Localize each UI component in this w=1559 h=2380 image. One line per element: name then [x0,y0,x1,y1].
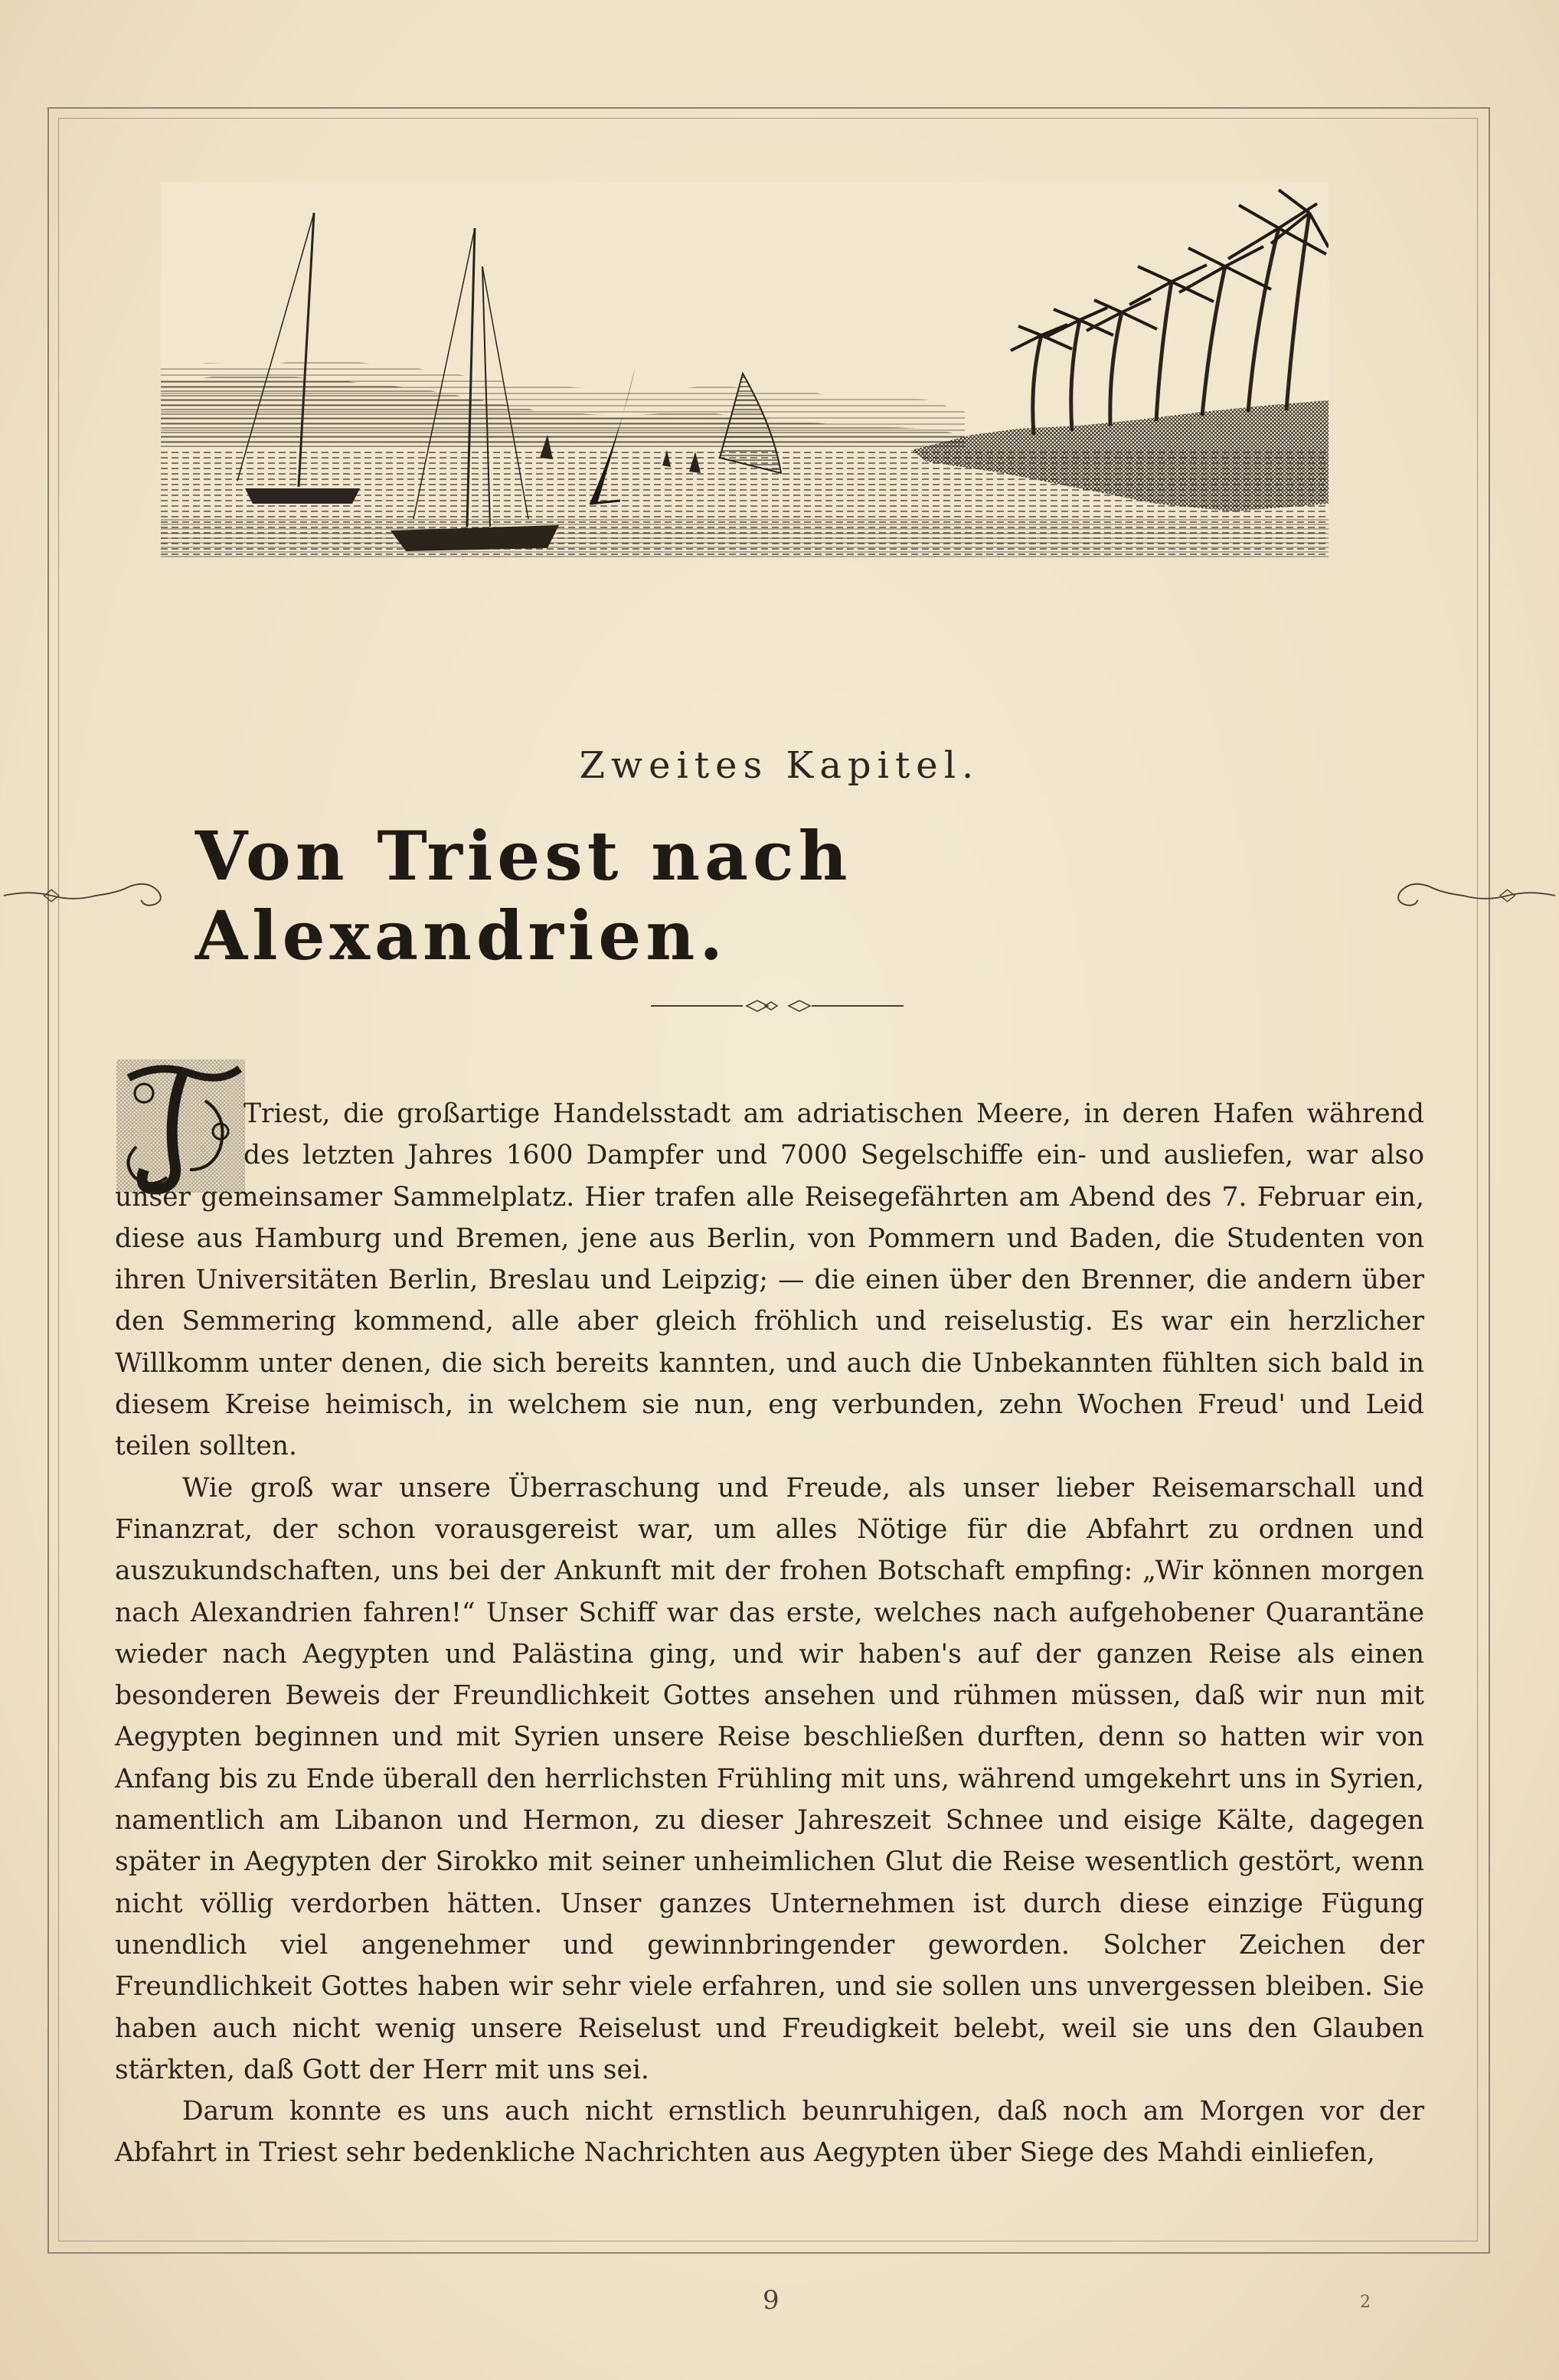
body-text [115,1093,1424,2174]
paragraph-2: Wie groß war unsere Überraschung und Freude, als unser lieber Reisemarschall und Finanzrat, der schon vorausgereist war, um alles Nötige für die Abfahrt zu ordnen und auszukundschaften, uns bei der Ankunft mit der frohen Botschaft empfing: „Wir können morgen nach Alexandrien fahren!“ Unser Schiff war das erste, welches nach aufgehobener Quarantäne wieder nach Aegypten und Palästina ging, und wir haben's auf der ganzen Reise als einen besonderen Beweis der Freundlichkeit Gottes ansehen und rühmen müssen, daß wir nun mit Aegypten beginnen und mit Syrien unsere Reise beschließen durften, denn so hatten wir von Anfang bis zu Ende überall den herrlichsten Frühling mit uns, während umgekehrt uns in Syrien, namentlich am Libanon und Hermon, zu dieser Jahreszeit Schnee und eisige Kälte, dagegen später in Aegypten der Sirokko mit seiner unheimlichen Glut die Reise wesentlich gestört, wenn nicht völlig verdorben hätten. Unser ganzes Unternehmen ist durch diese einzige Fügung unendlich viel angenehmer und gewinnbringender geworden. Solcher Zeichen der Freundlichkeit Gottes haben wir sehr viele erfahren, und sie sollen uns unvergessen bleiben. Sie haben auch nicht wenig unsere Reiselust und Freudigkeit belebt, weil sie uns den Glauben stärkten, daß Gott der Herr mit uns sei. [115,1472,1424,2085]
chapter-title: Von Triest nach Alexandrien. [194,816,852,975]
paragraph-3: Darum konnte es uns auch nicht ernstlich beunruhigen, daß noch am Morgen vor der Abfahrt in Triest sehr bedenkliche Nachrichten aus Aegypten über Siege des Mahdi einliefen, [115,2096,1424,2169]
left-flourish-ornament [0,873,169,919]
page-number: 9 [763,2285,780,2316]
nile-landscape-engraving [161,182,1329,557]
chapter-title-row [0,816,1559,975]
right-flourish-ornament [1390,873,1559,919]
signature-mark: 2 [1360,2293,1371,2312]
drop-cap-space [115,1092,243,1174]
chapter-label: Zweites Kapitel. [579,744,980,787]
paragraph-1: Triest, die großartige Handelsstadt am adriatischen Meere, in deren Hafen während des letzten Jahres 1600 Dampfer und 7000 Segelschiffe ein- und ausliefen, war also unser gemeinsamer Sammelplatz. Hier trafen alle Reisegefährten am Abend des 7. Februar ein, diese aus Hamburg und Bremen, jene aus Berlin, von Pommern und Baden, die Studenten von ihren Universitäten Berlin, Breslau und Leipzig; — die einen über den Brenner, die andern über den Semmering kommend, alle aber gleich fröhlich und reiselustig. Es war ein herzlicher Willkomm unter denen, die sich bereits kannten, und auch die Unbekannten fühlten sich bald in diesem Kreise heimisch, in welchem sie nun, eng verbunden, zehn Wochen Freud' und Leid teilen sollten. [115,1099,1424,1462]
section-divider-ornament [651,995,904,1017]
